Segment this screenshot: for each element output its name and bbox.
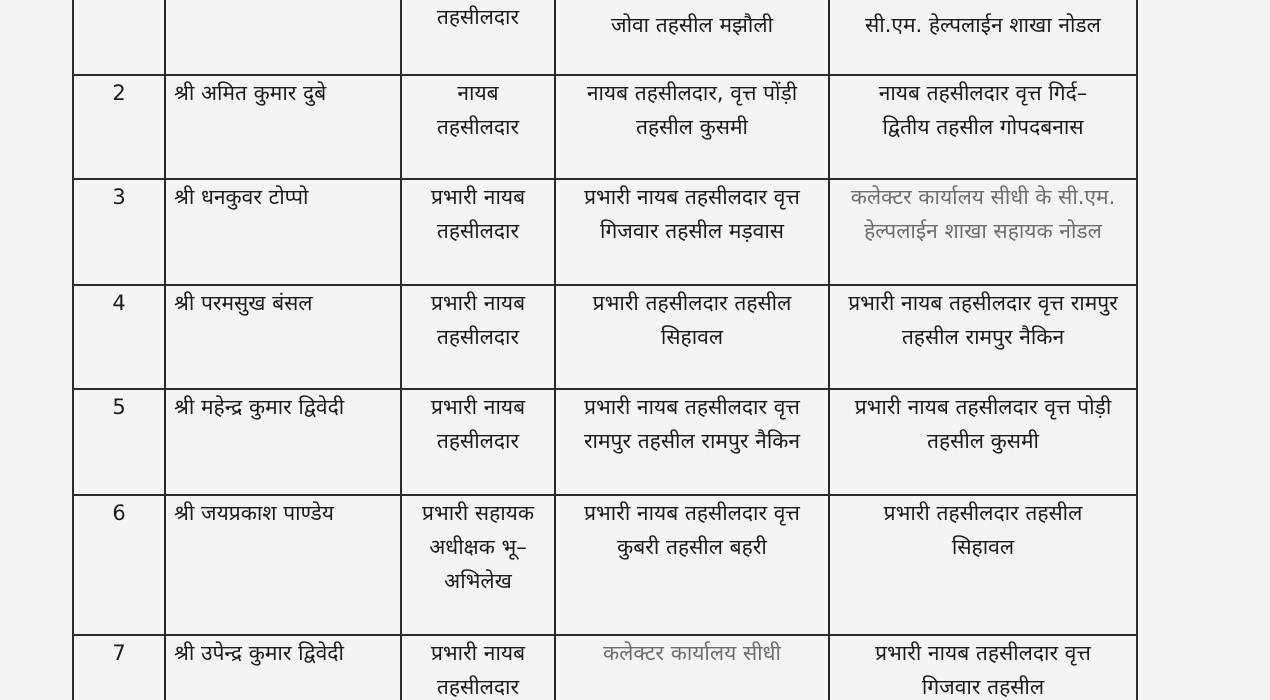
- designation-cell: प्रभारी सहायक अधीक्षक भू–अभिलेख: [401, 495, 555, 635]
- new-posting-text: सी.एम. हेल्पलाईन शाखा नोडल: [865, 13, 1101, 37]
- new-posting-cell: प्रभारी नायब तहसीलदार वृत्त पोड़ी तहसील कुसमी: [829, 389, 1137, 495]
- officer-name-cell: श्री जयप्रकाश पाण्डेय: [165, 495, 401, 635]
- officer-name-cell: श्री परमसुख बंसल: [165, 285, 401, 389]
- current-posting-cell: प्रभारी तहसीलदार तहसील सिहावल: [555, 285, 829, 389]
- serial-number-cell: [73, 0, 165, 75]
- designation-cell: प्रभारी नायब तहसीलदार: [401, 635, 555, 700]
- table-row: [73, 285, 1137, 389]
- new-posting-cell: [829, 0, 1137, 75]
- table-row: [73, 635, 1137, 700]
- officer-name-cell: श्री उपेन्द्र कुमार द्विवेदी: [165, 635, 401, 700]
- new-posting-cell: प्रभारी नायब तहसीलदार वृत्त गिजवार तहसील: [829, 635, 1137, 700]
- designation-cell: प्रभारी नायब तहसीलदार: [401, 389, 555, 495]
- serial-number-cell: 7: [73, 635, 165, 700]
- new-posting-cell: प्रभारी तहसीलदार तहसील सिहावल: [829, 495, 1137, 635]
- designation-cell: प्रभारी नायब तहसीलदार: [401, 179, 555, 285]
- officer-name-cell: [165, 0, 401, 75]
- serial-number-cell: 5: [73, 389, 165, 495]
- current-posting-cell: कलेक्टर कार्यालय सीधी: [555, 635, 829, 700]
- current-posting-cell: [555, 0, 829, 75]
- officer-name-cell: श्री धनकुवर टोप्पो: [165, 179, 401, 285]
- designation-cell: नायब तहसीलदार: [401, 75, 555, 179]
- current-posting-cell: प्रभारी नायब तहसीलदार वृत्त गिजवार तहसील मड़वास: [555, 179, 829, 285]
- table-row: [73, 75, 1137, 179]
- designation-cell: [401, 0, 555, 75]
- serial-number-cell: 4: [73, 285, 165, 389]
- designation-cell: प्रभारी नायब तहसीलदार: [401, 285, 555, 389]
- current-posting-text: जोवा तहसील मझौली: [610, 13, 774, 37]
- new-posting-cell: कलेक्टर कार्यालय सीधी के सी.एम. हेल्पलाईन शाखा सहायक नोडल: [829, 179, 1137, 285]
- table-row: [73, 389, 1137, 495]
- officer-name-cell: श्री अमित कुमार दुबे: [165, 75, 401, 179]
- transfer-order-table: [72, 0, 1138, 700]
- current-posting-cell: प्रभारी नायब तहसीलदार वृत्त रामपुर तहसील रामपुर नैकिन: [555, 389, 829, 495]
- new-posting-cell: प्रभारी नायब तहसीलदार वृत्त रामपुर तहसील रामपुर नैकिन: [829, 285, 1137, 389]
- current-posting-cell: नायब तहसीलदार, वृत्त पोंड़ी तहसील कुसमी: [555, 75, 829, 179]
- serial-number-cell: 6: [73, 495, 165, 635]
- officer-name-cell: श्री महेन्द्र कुमार द्विवेदी: [165, 389, 401, 495]
- serial-number-cell: 2: [73, 75, 165, 179]
- current-posting-cell: प्रभारी नायब तहसीलदार वृत्त कुबरी तहसील बहरी: [555, 495, 829, 635]
- designation-text: तहसीलदार: [436, 5, 520, 29]
- table-row: [73, 495, 1137, 635]
- table-row: [73, 179, 1137, 285]
- new-posting-cell: नायब तहसीलदार वृत्त गिर्द–द्वितीय तहसील गोपदबनास: [829, 75, 1137, 179]
- serial-number-cell: 3: [73, 179, 165, 285]
- table-row: [73, 0, 1137, 75]
